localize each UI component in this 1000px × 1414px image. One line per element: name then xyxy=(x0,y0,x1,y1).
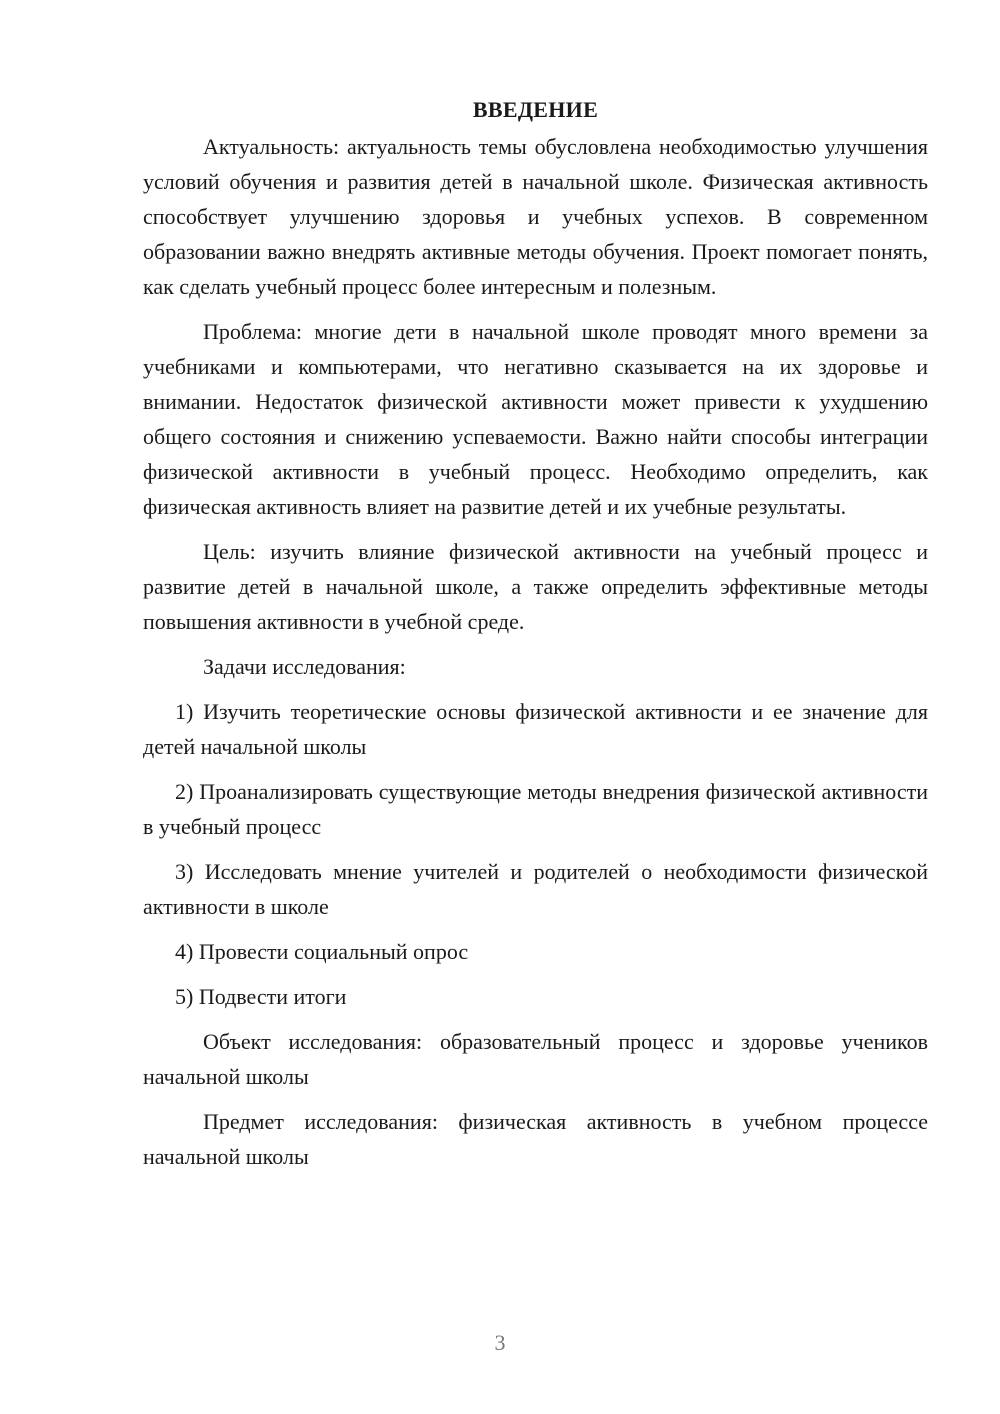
paragraph-subject: Предмет исследования: физическая активность в учебном процессе начальной школы xyxy=(143,1109,928,1169)
document-page xyxy=(143,92,928,1184)
task-item: 3) Исследовать мнение учителей и родителей о необходимости физической активности в школе xyxy=(143,859,928,919)
paragraph-relevance: Актуальность: актуальность темы обусловлена необходимостью улучшения условий обучения и развития детей в начальной школе. Физическая активность способствует улучшению здоровья и учебных успехов. В современном образовании важно внедрять активные методы обучения. Проект помогает понять, как сделать учебный процесс более интересным и полезным. xyxy=(143,134,928,299)
task-item: 4) Провести социальный опрос xyxy=(175,939,469,964)
task-item: 1) Изучить теоретические основы физической активности и ее значение для детей начальной школы xyxy=(143,699,928,759)
paragraph-tasks-heading: Задачи исследования: xyxy=(203,654,406,679)
task-item: 2) Проанализировать существующие методы внедрения физической активности в учебный процесс xyxy=(143,779,928,839)
page-number: 3 xyxy=(494,1330,506,1355)
paragraph-goal: Цель: изучить влияние физической активности на учебный процесс и развитие детей в начальной школе, а также определить эффективные методы повышения активности в учебной среде. xyxy=(143,539,928,634)
paragraph-problem: Проблема: многие дети в начальной школе проводят много времени за учебниками и компьютерами, что негативно сказывается на их здоровье и внимании. Недостаток физической активности может привести к ухудшению общего состояния и снижению успеваемости. Важно найти способы интеграции физической активности в учебный процесс. Необходимо определить, как физическая активность влияет на развитие детей и их учебные результаты. xyxy=(143,319,928,519)
paragraph-object: Объект исследования: образовательный процесс и здоровье учеников начальной школы xyxy=(143,1029,928,1089)
page-title: ВВЕДЕНИЕ xyxy=(472,97,599,122)
task-item: 5) Подвести итоги xyxy=(175,984,347,1009)
